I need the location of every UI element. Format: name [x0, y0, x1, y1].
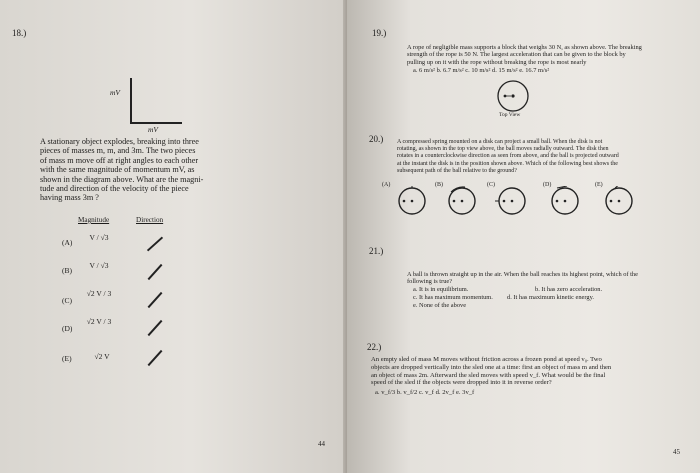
- top-view-disk: [495, 78, 531, 114]
- question-18-number: 18.): [12, 28, 27, 38]
- question-22-text: [371, 356, 693, 387]
- magnitude-header: Magnitude: [78, 216, 110, 224]
- vertical-vector-label: mV: [110, 88, 120, 97]
- option-b-label: (B): [435, 182, 443, 188]
- option-d-label: (D): [543, 182, 552, 188]
- text-line: shown in the diagram above. What are the magni-: [40, 174, 204, 184]
- top-view-label: Top View: [499, 112, 521, 118]
- text-line: objects are dropped vertically into the sled one at a time: first an object of mass m and then: [371, 363, 612, 371]
- choice-a-letter: (A): [62, 238, 73, 247]
- page-number-right: 45: [673, 448, 680, 456]
- choice-d-magnitude: √2 V / 3: [86, 317, 112, 326]
- text-line: following is true?: [407, 278, 453, 286]
- option-c-label: (C): [487, 182, 495, 188]
- q21-choice-b: b. It has zero acceleration.: [535, 286, 603, 293]
- right-page: [347, 0, 700, 473]
- text-line: with the same magnitude of momentum mV, as: [40, 165, 195, 175]
- horizontal-vector: [130, 122, 182, 124]
- text-line: A ball is thrown straight up in the air. When the ball reaches its highest point, which of the: [407, 271, 638, 278]
- text-line: an object of mass 2m. Afterward the sled moves with speed v_f. What would be the final: [371, 371, 606, 379]
- text-line: A rope of negligible mass supports a block that weighs 30 N, as shown above. The breaking: [407, 44, 642, 51]
- option-a-label: (A): [382, 182, 391, 188]
- left-page: [0, 0, 347, 473]
- question-22-answers: a. v_f/3 b. v_f/2 c. v_f d. 2v_f e. 3v_f: [375, 389, 475, 396]
- text-line: strength of the rope is 50 N. The largest acceleration that can be given to the block by: [407, 51, 626, 59]
- option-c-disk: [495, 186, 535, 218]
- text-line: of mass m move off at right angles to each other: [40, 155, 199, 165]
- question-22-number: 22.): [367, 342, 382, 352]
- horizontal-vector-label: mV: [148, 125, 158, 134]
- text-line: rotates in a counterclockwise direction as seen from above, and the ball is projected outward: [397, 153, 619, 160]
- question-19-text: [407, 44, 692, 66]
- choice-a-magnitude: V / √3: [89, 233, 109, 242]
- text-line: at the instant the disk is in the position shown above. Which of the following best shows the: [397, 160, 618, 167]
- choice-b-direction-arrow: [148, 264, 163, 280]
- choice-b-letter: (B): [62, 266, 72, 275]
- text-line: A stationary object explodes, breaking into three: [40, 137, 199, 146]
- text-line: An empty sled of mass M moves without friction across a frozen pond at speed v₀. Two: [371, 356, 602, 363]
- text-line: tude and direction of the velocity of the piece: [40, 184, 189, 194]
- option-e-label: (E): [595, 182, 603, 188]
- choice-a-direction-arrow: [147, 237, 163, 252]
- question-18-text: [40, 137, 275, 203]
- choice-c-magnitude: √2 V / 3: [86, 289, 112, 298]
- question-20-number: 20.): [369, 134, 384, 144]
- q21-choice-a: a. It is in equilibrium.: [413, 286, 469, 293]
- direction-header: Direction: [136, 216, 164, 224]
- choice-c-direction-arrow: [148, 292, 163, 308]
- option-d-disk: [547, 186, 587, 218]
- question-20-text: [397, 139, 692, 175]
- option-b-disk: [445, 186, 485, 218]
- text-line: speed of the sled if the objects were dropped into it in reverse order?: [371, 379, 552, 387]
- question-19-answers: a. 6 m/s² b. 6.7 m/s² c. 10 m/s² d. 15 m/s² e. 16.7 m/s²: [413, 67, 550, 74]
- question-19-number: 19.): [372, 28, 387, 38]
- choice-d-direction-arrow: [148, 320, 163, 336]
- q21-choice-d: d. It has maximum kinetic energy.: [507, 294, 594, 301]
- q21-choice-e: e. None of the above: [413, 302, 467, 309]
- choice-e-letter: (E): [62, 354, 72, 363]
- choice-e-direction-arrow: [148, 350, 163, 366]
- choice-d-letter: (D): [62, 324, 73, 333]
- vertical-vector: [130, 78, 132, 123]
- question-21-text: [407, 271, 697, 286]
- text-line: A compressed spring mounted on a disk can project a small ball. When the disk is not: [397, 139, 603, 145]
- question-21-number: 21.): [369, 246, 384, 256]
- text-line: pieces of masses m, m, and 3m. The two pieces: [40, 146, 196, 156]
- page-number-left: 44: [318, 440, 325, 448]
- text-line: pulling up on it with the rope without breaking the rope is most nearly: [407, 58, 587, 66]
- option-a-disk: [395, 186, 435, 218]
- choice-b-magnitude: V / √3: [89, 261, 109, 270]
- q21-choice-c: c. It has maximum momentum.: [413, 294, 493, 301]
- option-e-disk: [601, 186, 641, 218]
- choice-c-letter: (C): [62, 296, 72, 305]
- text-line: rotating, as shown in the top view above, the ball moves radially outward. The disk then: [397, 146, 609, 153]
- text-line: subsequent path of the ball relative to the ground?: [397, 167, 517, 174]
- text-line: having mass 3m ?: [40, 193, 99, 203]
- choice-e-magnitude: √2 V: [94, 352, 110, 361]
